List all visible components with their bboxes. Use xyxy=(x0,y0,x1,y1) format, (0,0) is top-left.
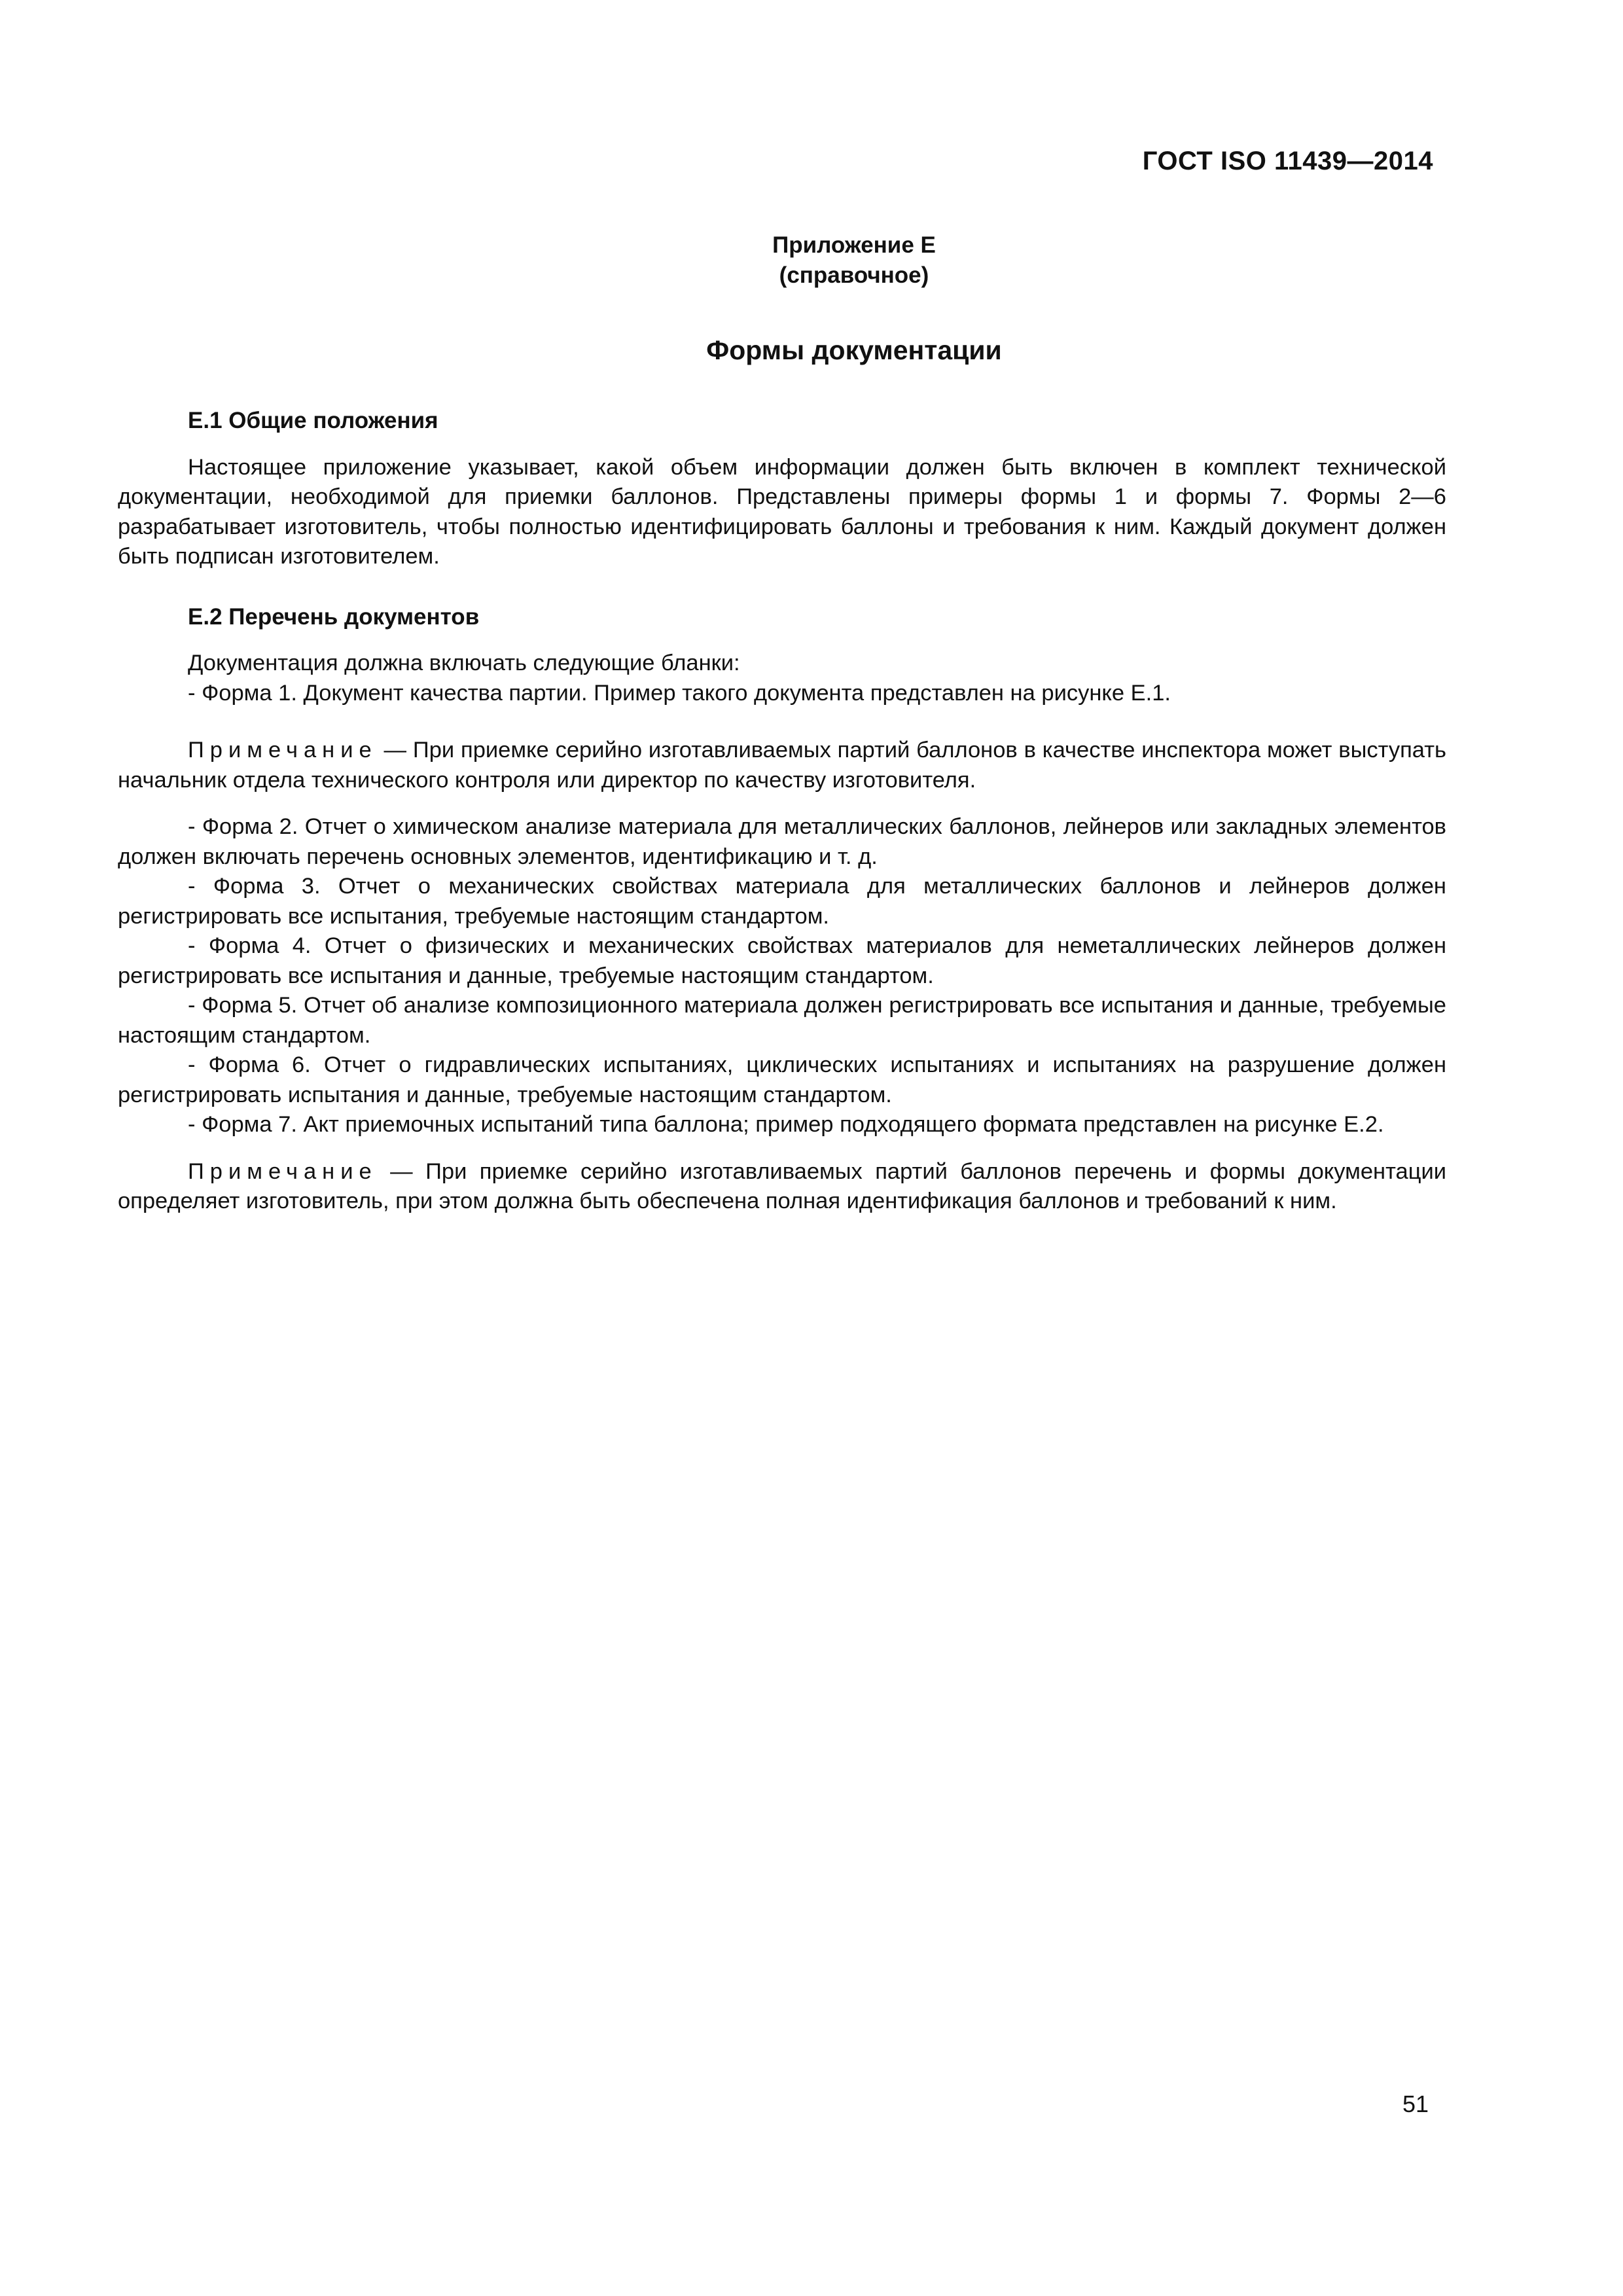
form-1-item: - Форма 1. Документ качества партии. Пример такого документа представлен на рисунке Е.1. xyxy=(188,680,1171,706)
note-1-text: — При приемке серийно изготавливаемых партий баллонов в качестве инспектора может выступать начальник отдела технического контроля или директор по качеству изготовителя. xyxy=(118,738,1446,793)
form-5-item: - Форма 5. Отчет об анализе композиционного материала должен регистрировать все испытания и данные, требуемые настоящим стандартом. xyxy=(118,993,1446,1048)
general-provisions-paragraph: Настоящее приложение указывает, какой объем информации должен быть включен в комплект технической документации, необходимой для приемки баллонов. Представлены примеры формы 1 и формы 7. Формы 2—6 разрабатывает изготовитель, чтобы полностью идентифицировать баллоны и требования к ним. Каждый документ должен быть подписан изготовителем. xyxy=(118,454,1446,569)
page-number: 51 xyxy=(1402,2090,1429,2117)
annex-status: (справочное) xyxy=(779,262,929,288)
note-2-label: Примечание xyxy=(188,1158,378,1184)
form-3-item: - Форма 3. Отчет о механических свойствах материала для металлических баллонов и лейнеров должен регистрировать все испытания, требуемые настоящим стандартом. xyxy=(118,874,1446,929)
form-2-item: - Форма 2. Отчет о химическом анализе материала для металлических баллонов, лейнеров или закладных элементов должен включать перечень основных элементов, идентификацию и т. д. xyxy=(118,814,1446,869)
section-heading-documents-list: Е.2 Перечень документов xyxy=(188,603,480,630)
section-heading-general: Е.1 Общие положения xyxy=(188,408,438,433)
form-6-item: - Форма 6. Отчет о гидравлических испытаниях, циклических испытаниях и испытаниях на разрушение должен регистрировать испытания и данные, требуемые настоящим стандартом. xyxy=(118,1052,1446,1107)
note-2 xyxy=(118,1157,1446,1217)
document-title: Формы документации xyxy=(706,335,1002,365)
annex-title: Приложение Е xyxy=(772,232,936,258)
standard-designation: ГОСТ ISO 11439—2014 xyxy=(1142,147,1433,175)
note-2-text: — При приемке серийно изготавливаемых партий баллонов перечень и формы документации определяет изготовитель, при этом должна быть обеспечена полная идентификация баллонов и требований к ним. xyxy=(118,1158,1446,1213)
note-1-label: Примечание xyxy=(188,738,378,762)
note-1 xyxy=(118,736,1446,795)
form-4-item: - Форма 4. Отчет о физических и механических свойствах материалов для неметаллических лейнеров должен регистрировать все испытания и данные, требуемые настоящим стандартом. xyxy=(118,933,1446,988)
documents-intro: Документация должна включать следующие бланки: xyxy=(188,651,740,675)
annex-heading xyxy=(0,230,1623,291)
form-7-item: - Форма 7. Акт приемочных испытаний типа баллона; пример подходящего формата представлен на рисунке Е.2. xyxy=(188,1112,1384,1137)
document-body xyxy=(118,406,1446,1217)
